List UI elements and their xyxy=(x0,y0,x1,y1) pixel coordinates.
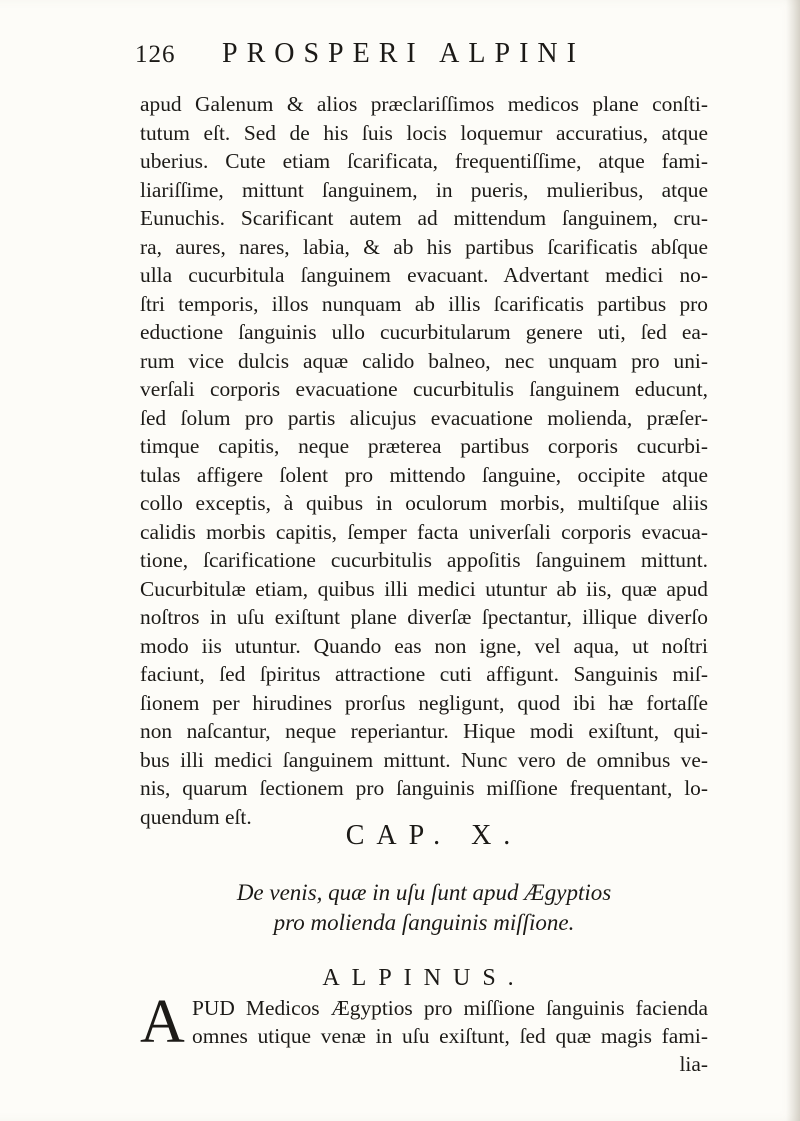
text-line: nis, quarum ſectionem pro ſanguinis miſſione frequentant, lo- xyxy=(140,776,708,800)
page-number: 126 xyxy=(135,41,176,68)
text-line: modo iis utuntur. Quando eas non igne, vel aqua, ut noſtri xyxy=(140,633,708,658)
text-line: tulas affigere ſolent pro mittendo ſanguine, occipite atque xyxy=(140,462,708,487)
text-line: eductione ſanguinis ullo cucurbitularum genere uti, ſed ea- xyxy=(140,320,708,344)
chapter-heading: CAP. X. xyxy=(345,820,523,851)
text-line: calidis morbis capitis, ſemper facta univerſali corporis evacua- xyxy=(140,519,708,544)
text-line: quendum eſt. xyxy=(140,804,252,829)
text-line: ſtri temporis, illos nunquam ab illis ſcarificatis partibus pro xyxy=(140,291,708,316)
chapter-heading-block xyxy=(140,816,708,994)
text-line: Cucurbitulæ etiam, quibus illi medici utuntur ab iis, quæ apud xyxy=(140,576,708,601)
page-edge-shadow xyxy=(786,0,800,1121)
text-line: faciunt, ſed ſpiritus attractione cuti affigunt. Sanguinis miſ- xyxy=(140,662,708,686)
text-line: ſionem per hirudines prorſus negligunt, quod ibi hæ fortaſſe xyxy=(140,690,708,715)
text-line: timque capitis, neque præterea partibus corporis cucurbi- xyxy=(140,434,708,458)
text-line: rum vice dulcis aquæ calido balneo, nec unquam pro uni- xyxy=(140,348,708,373)
text-line: collo exceptis, à quibus in oculorum morbis, multiſque aliis xyxy=(140,491,708,515)
text-line: uberius. Cute etiam ſcarificata, frequentiſſime, atque fami- xyxy=(140,149,708,173)
page-header xyxy=(135,38,695,71)
author-heading: ALPINUS. xyxy=(322,965,526,991)
text-line: noſtros in uſu exiſtunt plane diverſæ ſpectantur, illique diverſo xyxy=(140,605,708,629)
text-line: verſali corporis evacuatione cucurbitulis ſanguinem educunt, xyxy=(140,377,708,401)
drop-cap-initial: A xyxy=(140,988,185,1056)
text-line: PUD Medicos Ægyptios pro miſſione ſanguinis facienda xyxy=(192,996,708,1020)
text-line: ra, aures, nares, labia, & ab his partibus ſcarificatis abſque xyxy=(140,234,708,259)
catchword: lia- xyxy=(679,1052,708,1076)
text-line: tutum eſt. Sed de his ſuis locis loquemur accuratius, atque xyxy=(140,120,708,145)
text-line: liariſſime, mittunt ſanguinem, in pueris, mulieribus, atque xyxy=(140,177,708,202)
text-line: ulla cucurbitula ſanguinem evacuant. Advertant medici no- xyxy=(140,263,708,287)
running-head: PROSPERI ALPINI xyxy=(222,38,585,69)
text-line: apud Galenum & alios præclariſſimos medicos plane conſti- xyxy=(140,92,708,116)
text-line: Eunuchis. Scarificant autem ad mittendum ſanguinem, cru- xyxy=(140,206,708,230)
text-line: omnes utique venæ in uſu exiſtunt, ſed quæ magis fami- xyxy=(192,1024,708,1048)
text-line: bus illi medici ſanguinem mittunt. Nunc vero de omnibus ve- xyxy=(140,747,708,772)
chapter-subtitle-line-2: pro molienda ſanguinis miſſione. xyxy=(273,910,575,935)
text-line: non naſcantur, neque reperiantur. Hique modi exiſtunt, qui- xyxy=(140,719,708,743)
opening-paragraph xyxy=(140,988,708,1078)
body-paragraph xyxy=(140,90,708,831)
text-line: ſed ſolum pro partis alicujus evacuatione molienda, præſer- xyxy=(140,405,708,430)
chapter-subtitle-line-1: De venis, quæ in uſu ſunt apud Ægyptios xyxy=(236,880,612,905)
text-line: tione, ſcarificatione cucurbitulis appoſitis ſanguinem mittunt. xyxy=(140,548,708,572)
